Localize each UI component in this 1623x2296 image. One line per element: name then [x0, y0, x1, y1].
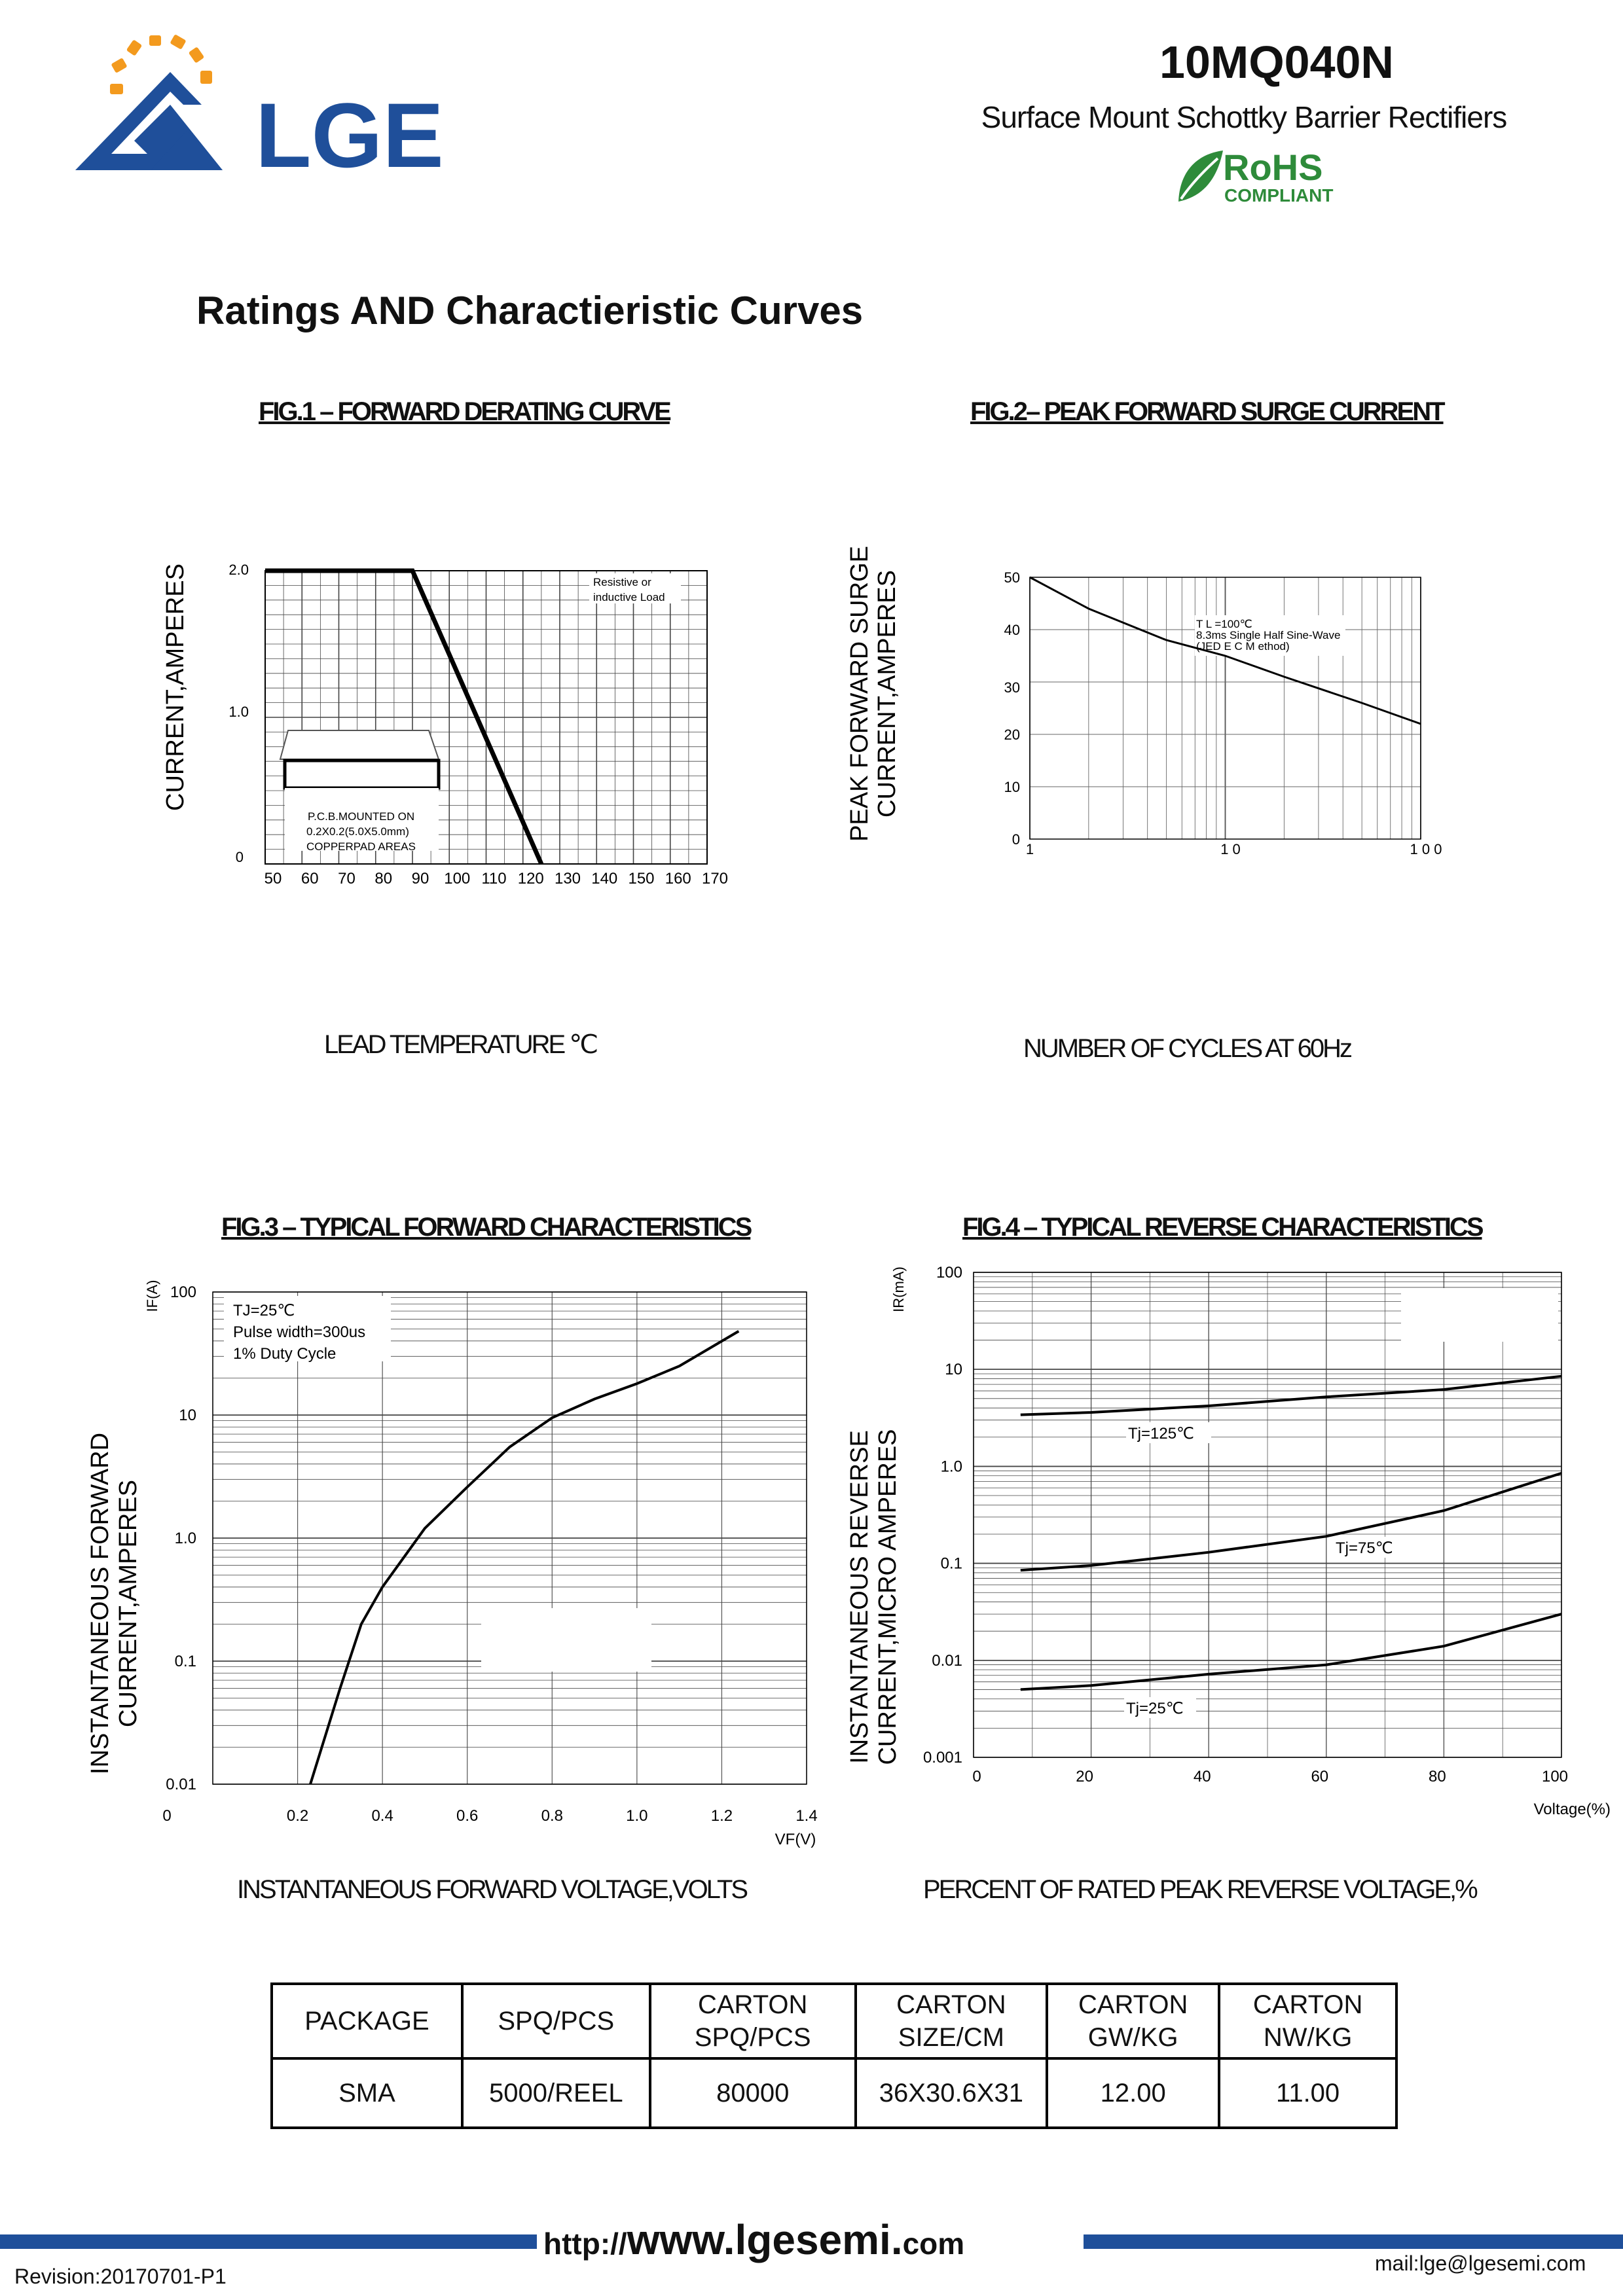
fig3-xtick: 1.0	[626, 1807, 648, 1825]
fig2-xlabel: NUMBER OF CYCLES AT 60Hz	[1023, 1034, 1351, 1063]
fig2-ylabel-line: PEAK FORWARD SURGE	[846, 546, 873, 842]
fig3-note-line: TJ=25℃	[233, 1302, 295, 1319]
fig4-curve-label: Tj=25℃	[1126, 1700, 1184, 1717]
fig3-forward-curve	[310, 1331, 739, 1784]
fig2-chart	[845, 537, 1467, 903]
fig1-ytick: 2.0	[228, 562, 249, 578]
rohs-main: RoHS	[1223, 147, 1323, 188]
table-header-cell: CARTON NW/KG	[1219, 1984, 1396, 2058]
fig2-yticks	[1004, 569, 1020, 848]
fig4-ytick: 10	[945, 1361, 962, 1379]
company-logo	[72, 33, 478, 183]
fig3-xtick: 0.6	[456, 1807, 479, 1825]
mail-link[interactable]: mail:lge@lgesemi.com	[1375, 2251, 1586, 2275]
fig4-xtick: 80	[1429, 1768, 1446, 1785]
fig3-y-unit: IF(A)	[144, 1280, 160, 1312]
part-number: 10MQ040N	[1159, 37, 1394, 88]
fig3-ytick: 0.1	[174, 1653, 196, 1670]
fig4-xlabel: PERCENT OF RATED PEAK REVERSE VOLTAGE,%	[923, 1875, 1476, 1904]
fig1-xtick: 120	[517, 870, 544, 888]
fig3-xtick: 1.4	[795, 1807, 818, 1825]
fig2-title: FIG.2– PEAK FORWARD SURGE CURRENT	[970, 397, 1444, 426]
fig1-yticks	[228, 562, 249, 865]
fig2-note-line: 8.3ms Single Half Sine-Wave	[1196, 629, 1341, 641]
table-cell: SMA	[272, 2058, 462, 2128]
fig1-xtick: 90	[411, 870, 429, 888]
fig4-ytick: 0.1	[940, 1554, 962, 1573]
fig2-note	[1195, 615, 1345, 656]
footer-bar-left	[0, 2234, 537, 2249]
fig1-note-line: COPPERPAD AREAS	[306, 840, 416, 853]
section-title: Ratings AND Charactieristic Curves	[196, 289, 864, 332]
fig3-ytick: 10	[179, 1407, 196, 1424]
fig4-ylabel-line: INSTANTANEOUS REVERSE	[846, 1430, 873, 1764]
fig4-xtick: 100	[1541, 1768, 1569, 1785]
fig4-ytick: 0.001	[922, 1749, 962, 1767]
fig3-title: FIG.3 – TYPICAL FORWARD CHARACTERISTICS	[221, 1213, 751, 1242]
fig4-y-unit: IR(mA)	[890, 1266, 907, 1312]
fig1-note-line: 0.2X0.2(5.0X5.0mm)	[306, 825, 409, 838]
table-header-cell: CARTON GW/KG	[1047, 1984, 1219, 2058]
fig1-note-line: inductive Load	[593, 591, 665, 603]
rohs-sub: COMPLIANT	[1224, 185, 1334, 206]
fig4-xtick: 20	[1076, 1768, 1093, 1785]
fig4-chart	[831, 1250, 1623, 1826]
fig3-ylabel-line: CURRENT,AMPERES	[115, 1480, 142, 1727]
fig4-x-unit: Voltage(%)	[1533, 1801, 1611, 1818]
fig3-xticks	[162, 1807, 817, 1825]
fig1-xtick: 130	[554, 870, 581, 888]
fig1-ytick: 0	[235, 849, 244, 865]
fig4-curve-label: Tj=125℃	[1128, 1425, 1195, 1443]
table-cell: 5000/REEL	[462, 2058, 650, 2128]
table-row	[272, 2058, 1396, 2128]
fig1-xtick: 110	[481, 870, 507, 888]
fig3-xtick: 0	[162, 1807, 172, 1825]
fig1-ylabel: CURRENT,AMPERES	[162, 564, 189, 811]
fig1-xtick: 150	[628, 870, 655, 888]
table-header-cell: PACKAGE	[272, 1984, 462, 2058]
fig4-ytick: 1.0	[940, 1458, 962, 1476]
package-table	[270, 1982, 1398, 2129]
fig3-xtick: 0.2	[286, 1807, 309, 1825]
fig2-xtick: 1 0 0	[1410, 841, 1442, 857]
fig4-grid	[974, 1272, 1561, 1757]
fig4-ytick: 100	[936, 1264, 962, 1282]
table-cell: 80000	[650, 2058, 856, 2128]
fig1-pcb-diagram	[280, 730, 439, 853]
fig3-yticks	[166, 1283, 196, 1793]
fig1-xtick: 170	[701, 870, 729, 888]
fig3-ylabel-line: INSTANTANEOUS FORWARD	[86, 1432, 114, 1775]
table-header-row	[272, 1984, 1396, 2058]
fig4-xtick: 60	[1311, 1768, 1329, 1785]
fig1-xticks	[264, 870, 728, 888]
table-header-cell: SPQ/PCS	[462, 1984, 650, 2058]
table-header-cell: CARTON SIZE/CM	[856, 1984, 1047, 2058]
fig4-curves	[1021, 1376, 1561, 1690]
fig2-ylabel-line: CURRENT,AMPERES	[873, 570, 901, 817]
fig3-xtick: 1.2	[710, 1807, 733, 1825]
fig1-note-line: P.C.B.MOUNTED ON	[308, 810, 415, 823]
fig2-ytick: 20	[1004, 726, 1020, 743]
fig3-note	[224, 1296, 391, 1363]
fig2-ytick: 40	[1004, 622, 1020, 638]
logo-triangle-icon	[75, 72, 223, 170]
table-cell: 12.00	[1047, 2058, 1219, 2128]
fig4-curve-label: Tj=75℃	[1336, 1539, 1393, 1557]
fig2-xtick: 1	[1025, 841, 1034, 857]
fig3-note-line: 1% Duty Cycle	[233, 1345, 337, 1363]
fig4-curve-line	[1021, 1614, 1561, 1689]
table-header-cell: CARTON SPQ/PCS	[650, 1984, 856, 2058]
logo-text: LGE	[255, 84, 444, 183]
fig1-xtick: 70	[338, 870, 356, 888]
fig3-note-line: Pulse width=300us	[233, 1323, 366, 1341]
table-cell: 11.00	[1219, 2058, 1396, 2128]
fig4-xticks	[972, 1768, 1568, 1785]
fig2-ytick: 0	[1012, 831, 1020, 848]
fig1-xtick: 50	[264, 870, 282, 888]
fig2-note-line: (JED E C M ethod)	[1196, 640, 1290, 653]
fig2-ytick: 30	[1004, 679, 1020, 696]
fig4-curve-line	[1021, 1376, 1561, 1415]
product-subtitle: Surface Mount Schottky Barrier Rectifiers	[981, 100, 1507, 134]
fig1-xtick: 60	[301, 870, 319, 888]
fig1-note-line: Resistive or	[593, 576, 651, 588]
fig3-chart	[79, 1263, 851, 1852]
fig1-xtick: 160	[665, 870, 691, 888]
fig4-title: FIG.4 – TYPICAL REVERSE CHARACTERISTICS	[962, 1213, 1482, 1242]
fig3-xtick: 0.8	[541, 1807, 563, 1825]
fig1-xlabel: LEAD TEMPERATURE ℃	[324, 1030, 597, 1059]
fig4-xtick: 40	[1193, 1768, 1211, 1785]
fig3-grid	[213, 1292, 807, 1784]
fig1-chart	[151, 537, 740, 903]
fig3-ytick: 100	[170, 1283, 196, 1301]
fig1-ytick: 1.0	[228, 704, 249, 720]
fig3-xtick: 0.4	[371, 1807, 393, 1825]
fig2-ytick: 50	[1004, 569, 1020, 586]
fig3-ytick: 0.01	[166, 1776, 196, 1793]
fig3-ytick: 1.0	[174, 1530, 196, 1547]
fig1-title: FIG.1 – FORWARD DERATING CURVE	[259, 397, 670, 426]
fig2-xticks	[1026, 841, 1442, 857]
footer-bar-right	[1084, 2234, 1623, 2249]
rohs-badge	[1172, 144, 1368, 209]
revision-text: Revision:20170701-P1	[14, 2265, 227, 2288]
fig3-x-unit: VF(V)	[775, 1831, 816, 1848]
fig1-xtick: 80	[374, 870, 393, 888]
fig2-xtick: 1 0	[1220, 841, 1241, 857]
fig4-ytick: 0.01	[932, 1651, 962, 1670]
fig1-xtick: 140	[591, 870, 618, 888]
fig2-ytick: 10	[1004, 779, 1020, 795]
fig1-xtick: 100	[444, 870, 471, 888]
website-link[interactable]: http://www.lgesemi.com	[543, 2216, 965, 2263]
table-cell: 36X30.6X31	[856, 2058, 1047, 2128]
fig4-xtick: 0	[972, 1768, 981, 1785]
fig1-note-load	[589, 573, 681, 603]
fig4-yticks	[923, 1264, 962, 1767]
fig4-ylabel-line: CURRENT,MICRO AMPERES	[874, 1429, 902, 1765]
fig3-xlabel: INSTANTANEOUS FORWARD VOLTAGE,VOLTS	[237, 1875, 747, 1904]
fig2-note-line: T L =100℃	[1196, 618, 1252, 630]
